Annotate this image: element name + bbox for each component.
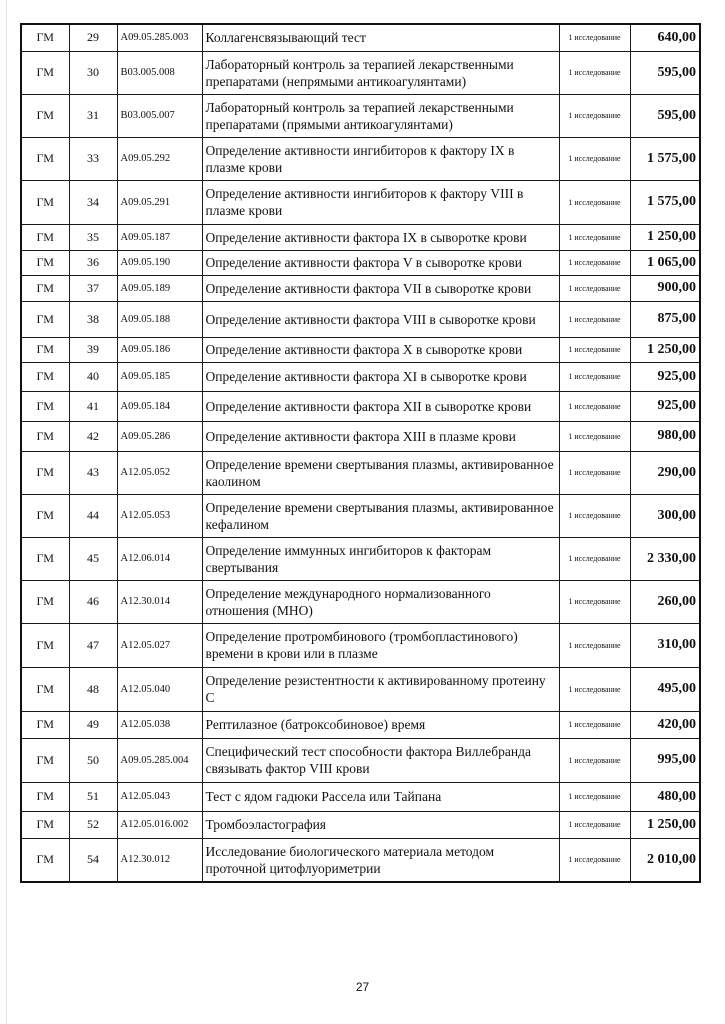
row-number: 38 xyxy=(69,301,117,337)
row-department: ГМ xyxy=(21,362,69,391)
row-service-name: Определение активности фактора VII в сыворотке крови xyxy=(202,275,559,301)
row-department: ГМ xyxy=(21,94,69,137)
row-price: 980,00 xyxy=(630,421,700,451)
row-service-name: Определение времени свертывания плазмы, активированное кефалином xyxy=(202,494,559,537)
row-service-code: A12.05.027 xyxy=(117,623,202,667)
row-unit: 1 исследование xyxy=(559,337,630,362)
table-row xyxy=(21,24,700,51)
table-row xyxy=(21,494,700,537)
row-department: ГМ xyxy=(21,623,69,667)
row-department: ГМ xyxy=(21,667,69,711)
table-row xyxy=(21,711,700,738)
table-row xyxy=(21,137,700,180)
table-row xyxy=(21,51,700,94)
row-service-name: Определение времени свертывания плазмы, активированное каолином xyxy=(202,451,559,494)
row-unit: 1 исследование xyxy=(559,738,630,782)
row-price: 875,00 xyxy=(630,301,700,337)
row-number: 37 xyxy=(69,275,117,301)
row-department: ГМ xyxy=(21,250,69,275)
row-number: 34 xyxy=(69,180,117,224)
row-price: 2 330,00 xyxy=(630,537,700,580)
row-department: ГМ xyxy=(21,301,69,337)
table-row xyxy=(21,738,700,782)
row-unit: 1 исследование xyxy=(559,51,630,94)
row-service-name: Определение активности фактора V в сыворотке крови xyxy=(202,250,559,275)
row-service-name: Определение иммунных ингибиторов к факторам свертывания xyxy=(202,537,559,580)
table-row xyxy=(21,580,700,623)
row-number: 33 xyxy=(69,137,117,180)
row-number: 36 xyxy=(69,250,117,275)
table-row xyxy=(21,451,700,494)
row-service-code: A12.05.043 xyxy=(117,782,202,811)
row-unit: 1 исследование xyxy=(559,224,630,250)
row-service-code: A09.05.185 xyxy=(117,362,202,391)
row-unit: 1 исследование xyxy=(559,451,630,494)
row-service-name: Специфический тест способности фактора Виллебранда связывать фактор VIII крови xyxy=(202,738,559,782)
table-row xyxy=(21,811,700,838)
table-row xyxy=(21,391,700,421)
table-row xyxy=(21,224,700,250)
row-price: 495,00 xyxy=(630,667,700,711)
row-service-code: A09.05.189 xyxy=(117,275,202,301)
row-unit: 1 исследование xyxy=(559,838,630,882)
row-service-name: Лабораторный контроль за терапией лекарственными препаратами (прямыми антикоагулянтами) xyxy=(202,94,559,137)
row-service-code: A09.05.292 xyxy=(117,137,202,180)
row-price: 595,00 xyxy=(630,51,700,94)
row-unit: 1 исследование xyxy=(559,782,630,811)
row-price: 595,00 xyxy=(630,94,700,137)
row-department: ГМ xyxy=(21,738,69,782)
row-unit: 1 исследование xyxy=(559,24,630,51)
row-service-code: A12.06.014 xyxy=(117,537,202,580)
row-price: 925,00 xyxy=(630,362,700,391)
row-number: 48 xyxy=(69,667,117,711)
row-price: 925,00 xyxy=(630,391,700,421)
row-price: 310,00 xyxy=(630,623,700,667)
row-number: 42 xyxy=(69,421,117,451)
row-service-name: Исследование биологического материала методом проточной цитофлуориметрии xyxy=(202,838,559,882)
row-service-name: Определение активности фактора IX в сыворотке крови xyxy=(202,224,559,250)
row-service-code: A09.05.187 xyxy=(117,224,202,250)
row-number: 47 xyxy=(69,623,117,667)
row-unit: 1 исследование xyxy=(559,362,630,391)
row-unit: 1 исследование xyxy=(559,667,630,711)
row-unit: 1 исследование xyxy=(559,391,630,421)
row-service-name: Определение активности фактора VIII в сыворотке крови xyxy=(202,301,559,337)
row-unit: 1 исследование xyxy=(559,301,630,337)
row-department: ГМ xyxy=(21,24,69,51)
row-service-code: A12.05.053 xyxy=(117,494,202,537)
row-price: 995,00 xyxy=(630,738,700,782)
row-unit: 1 исследование xyxy=(559,623,630,667)
table-row xyxy=(21,623,700,667)
row-service-code: A09.05.188 xyxy=(117,301,202,337)
row-number: 31 xyxy=(69,94,117,137)
row-number: 41 xyxy=(69,391,117,421)
row-number: 49 xyxy=(69,711,117,738)
row-number: 51 xyxy=(69,782,117,811)
row-price: 1 575,00 xyxy=(630,137,700,180)
row-service-name: Определение активности фактора XII в сыворотке крови xyxy=(202,391,559,421)
row-department: ГМ xyxy=(21,224,69,250)
table-row xyxy=(21,180,700,224)
row-price: 480,00 xyxy=(630,782,700,811)
table-row xyxy=(21,250,700,275)
row-unit: 1 исследование xyxy=(559,94,630,137)
row-number: 43 xyxy=(69,451,117,494)
row-price: 1 575,00 xyxy=(630,180,700,224)
row-service-code: A09.05.190 xyxy=(117,250,202,275)
row-department: ГМ xyxy=(21,451,69,494)
table-row xyxy=(21,362,700,391)
row-number: 52 xyxy=(69,811,117,838)
table-row xyxy=(21,667,700,711)
row-price: 2 010,00 xyxy=(630,838,700,882)
price-table xyxy=(20,23,701,883)
row-price: 300,00 xyxy=(630,494,700,537)
row-service-name: Лабораторный контроль за терапией лекарственными препаратами (непрямыми антикоагулянтами) xyxy=(202,51,559,94)
table-row xyxy=(21,301,700,337)
row-unit: 1 исследование xyxy=(559,250,630,275)
row-number: 44 xyxy=(69,494,117,537)
row-department: ГМ xyxy=(21,782,69,811)
row-service-name: Тест с ядом гадюки Рассела или Тайпана xyxy=(202,782,559,811)
table-row xyxy=(21,537,700,580)
row-service-code: A09.05.184 xyxy=(117,391,202,421)
row-department: ГМ xyxy=(21,711,69,738)
table-row xyxy=(21,337,700,362)
row-price: 1 250,00 xyxy=(630,811,700,838)
row-unit: 1 исследование xyxy=(559,180,630,224)
row-unit: 1 исследование xyxy=(559,711,630,738)
row-unit: 1 исследование xyxy=(559,275,630,301)
price-table-body xyxy=(21,24,700,882)
row-service-code: A09.05.286 xyxy=(117,421,202,451)
row-service-name: Определение протромбинового (тромбопластинового) времени в крови или в плазме xyxy=(202,623,559,667)
row-department: ГМ xyxy=(21,51,69,94)
row-service-code: A12.05.052 xyxy=(117,451,202,494)
row-service-name: Коллагенсвязывающий тест xyxy=(202,24,559,51)
row-price: 900,00 xyxy=(630,275,700,301)
row-unit: 1 исследование xyxy=(559,537,630,580)
row-service-code: B03.005.008 xyxy=(117,51,202,94)
table-row xyxy=(21,94,700,137)
row-service-code: A12.05.040 xyxy=(117,667,202,711)
row-price: 260,00 xyxy=(630,580,700,623)
row-price: 290,00 xyxy=(630,451,700,494)
row-unit: 1 исследование xyxy=(559,580,630,623)
row-unit: 1 исследование xyxy=(559,137,630,180)
row-price: 1 250,00 xyxy=(630,337,700,362)
row-service-name: Определение активности фактора XIII в плазме крови xyxy=(202,421,559,451)
row-service-name: Тромбоэластография xyxy=(202,811,559,838)
row-unit: 1 исследование xyxy=(559,421,630,451)
row-department: ГМ xyxy=(21,337,69,362)
row-service-code: A12.30.012 xyxy=(117,838,202,882)
page-number: 27 xyxy=(355,980,370,994)
row-service-code: B03.005.007 xyxy=(117,94,202,137)
row-service-name: Рептилазное (батроксобиновое) время xyxy=(202,711,559,738)
row-department: ГМ xyxy=(21,275,69,301)
row-service-code: A09.05.186 xyxy=(117,337,202,362)
row-service-name: Определение активности фактора X в сыворотке крови xyxy=(202,337,559,362)
row-department: ГМ xyxy=(21,537,69,580)
row-department: ГМ xyxy=(21,838,69,882)
row-service-name: Определение международного нормализованного отношения (МНО) xyxy=(202,580,559,623)
row-number: 39 xyxy=(69,337,117,362)
row-price: 420,00 xyxy=(630,711,700,738)
row-service-code: A12.30.014 xyxy=(117,580,202,623)
table-row xyxy=(21,782,700,811)
row-service-name: Определение резистентности к активированному протеину С xyxy=(202,667,559,711)
row-price: 1 065,00 xyxy=(630,250,700,275)
row-price: 1 250,00 xyxy=(630,224,700,250)
row-service-name: Определение активности ингибиторов к фактору VIII в плазме крови xyxy=(202,180,559,224)
row-service-code: A12.05.038 xyxy=(117,711,202,738)
table-row xyxy=(21,421,700,451)
row-service-code: A09.05.291 xyxy=(117,180,202,224)
row-department: ГМ xyxy=(21,421,69,451)
row-number: 35 xyxy=(69,224,117,250)
row-number: 30 xyxy=(69,51,117,94)
row-department: ГМ xyxy=(21,391,69,421)
row-department: ГМ xyxy=(21,180,69,224)
row-department: ГМ xyxy=(21,137,69,180)
row-number: 46 xyxy=(69,580,117,623)
row-number: 45 xyxy=(69,537,117,580)
row-service-name: Определение активности фактора XI в сыворотке крови xyxy=(202,362,559,391)
scan-page-edge xyxy=(6,0,7,1024)
row-department: ГМ xyxy=(21,494,69,537)
row-service-code: A09.05.285.003 xyxy=(117,24,202,51)
row-service-name: Определение активности ингибиторов к фактору IX в плазме крови xyxy=(202,137,559,180)
row-department: ГМ xyxy=(21,580,69,623)
row-number: 54 xyxy=(69,838,117,882)
row-number: 50 xyxy=(69,738,117,782)
row-number: 40 xyxy=(69,362,117,391)
row-unit: 1 исследование xyxy=(559,811,630,838)
row-unit: 1 исследование xyxy=(559,494,630,537)
row-service-code: A09.05.285.004 xyxy=(117,738,202,782)
row-number: 29 xyxy=(69,24,117,51)
table-row xyxy=(21,275,700,301)
row-service-code: A12.05.016.002 xyxy=(117,811,202,838)
row-department: ГМ xyxy=(21,811,69,838)
row-price: 640,00 xyxy=(630,24,700,51)
table-row xyxy=(21,838,700,882)
